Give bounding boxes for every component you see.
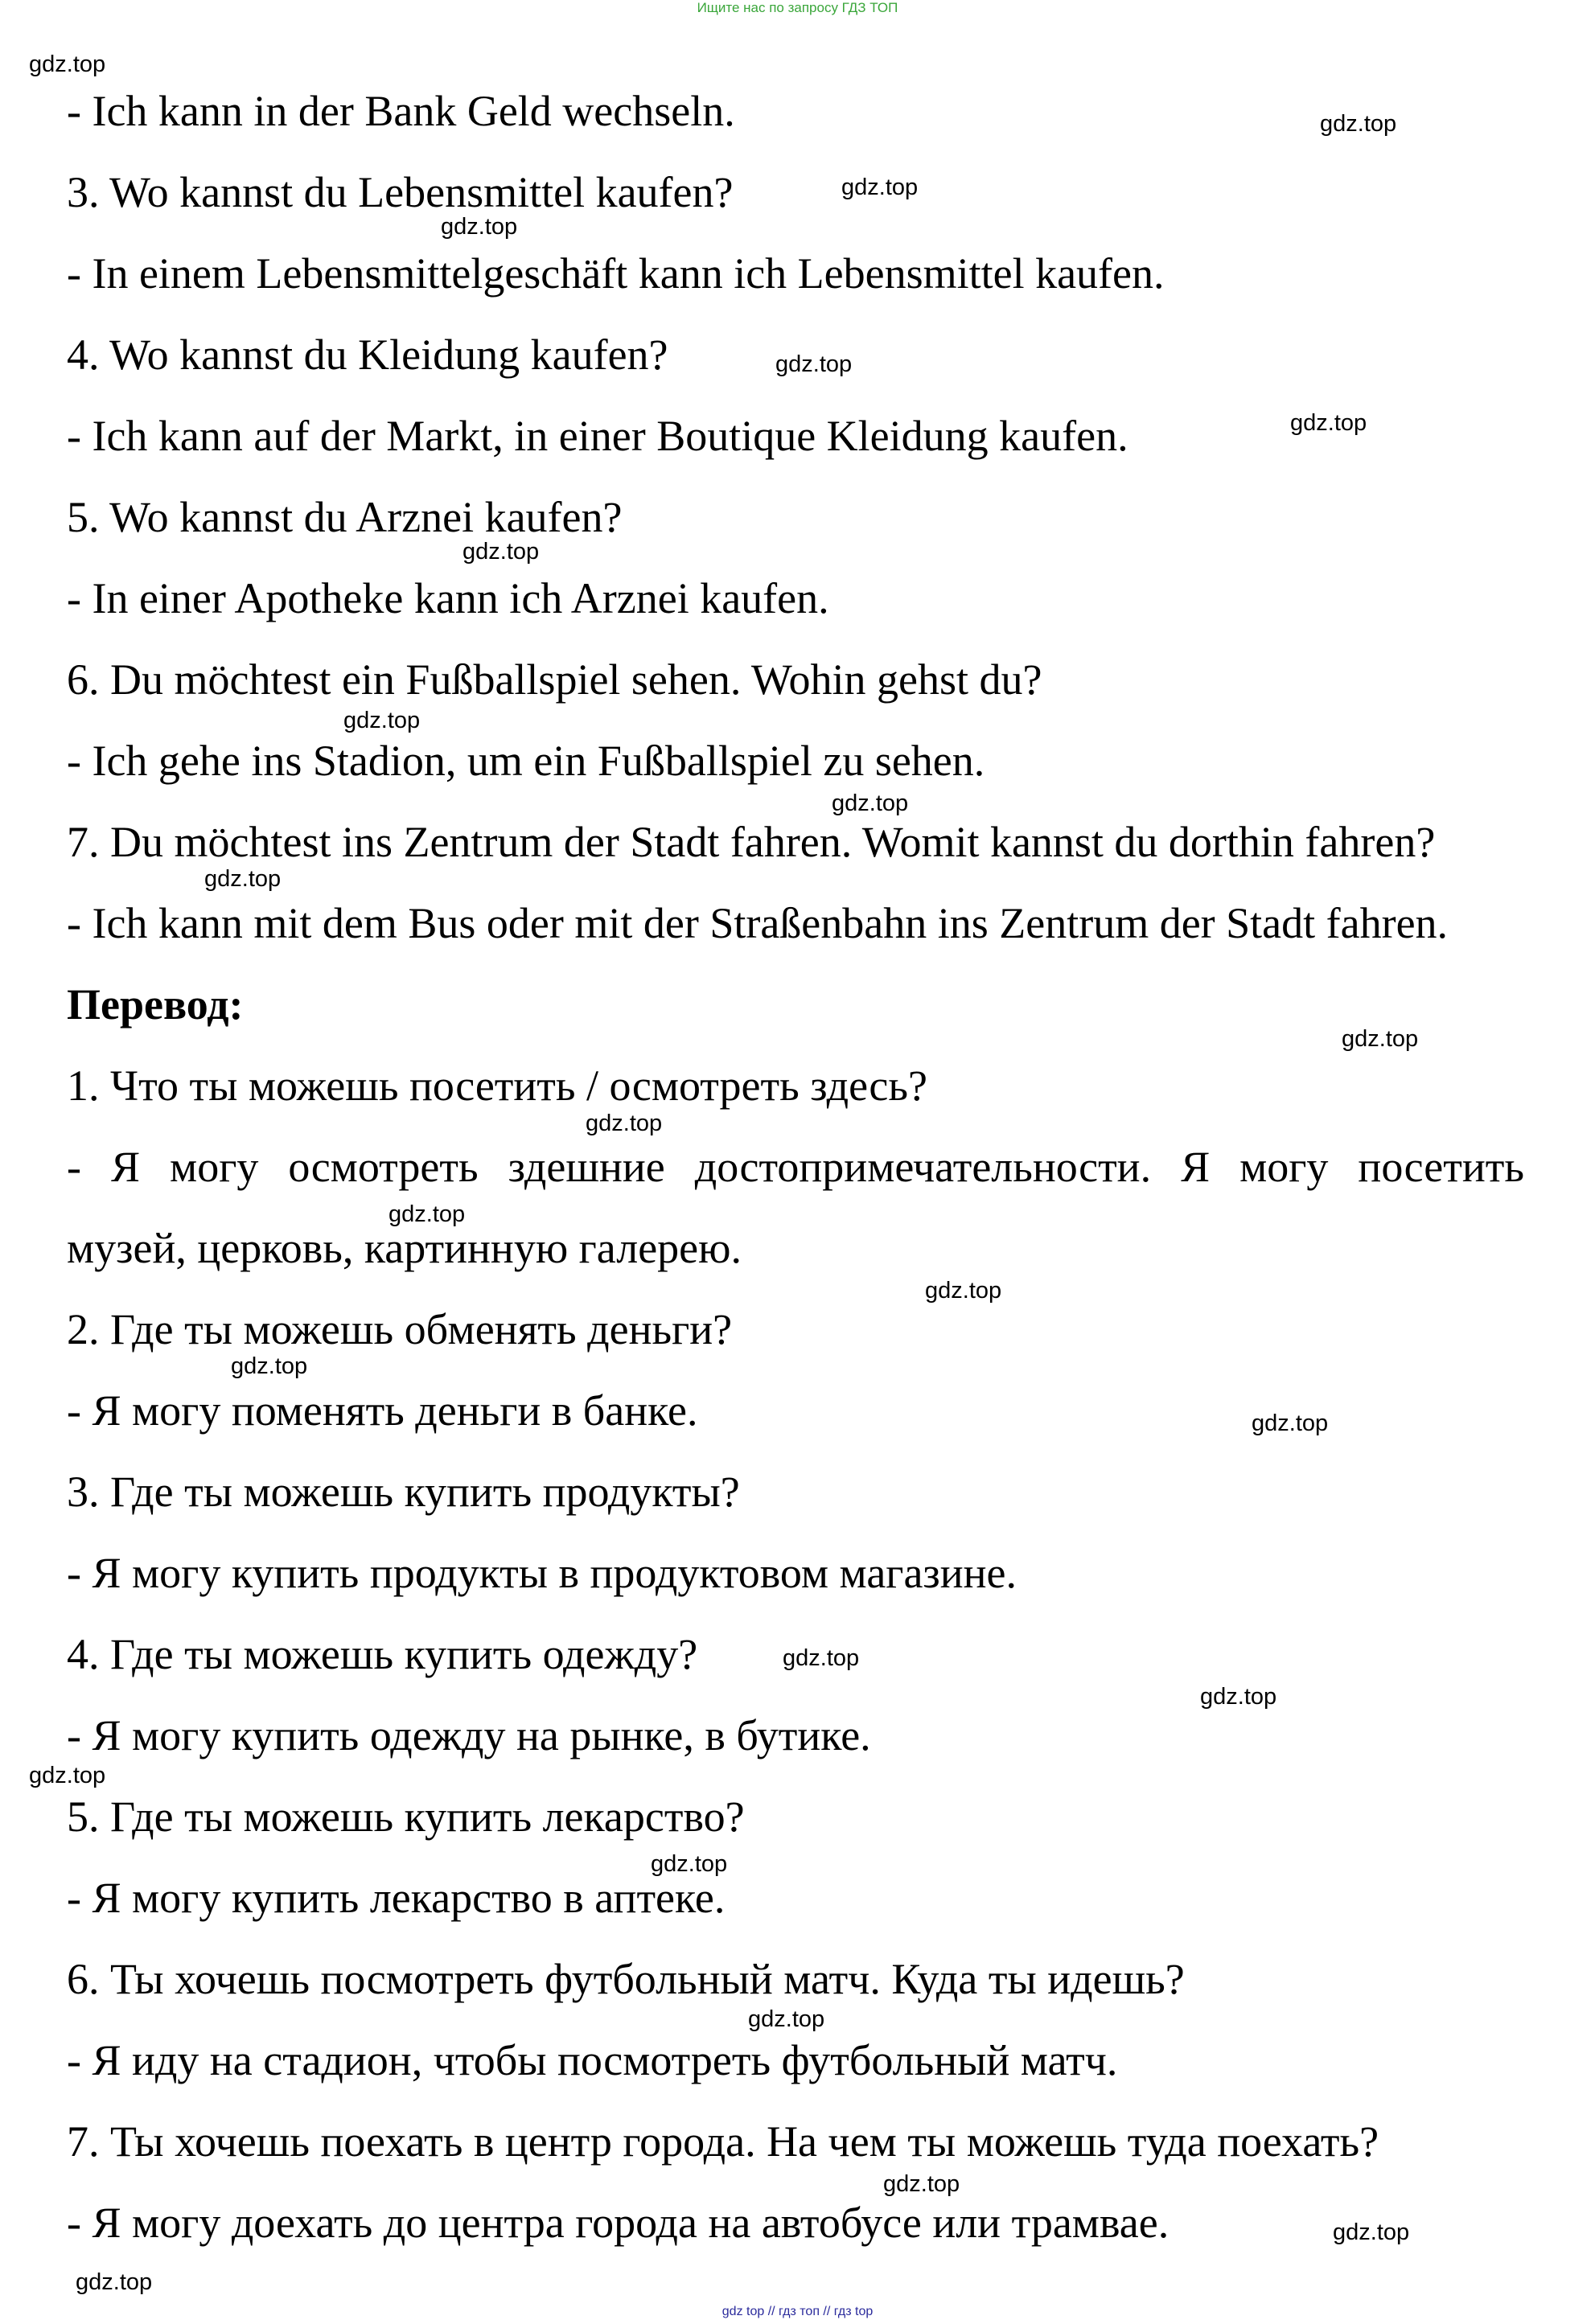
watermark: gdz.top [343,708,421,733]
text-line: 4. Wo kannst du Kleidung kaufen? [67,331,668,379]
watermark: gdz.top [586,1111,663,1136]
watermark: gdz.top [388,1201,466,1227]
watermark: gdz.top [775,351,853,377]
text-line: - Ich kann mit dem Bus oder mit der Straßenbahn ins Zentrum der Stadt fahren. [67,899,1449,947]
watermark: gdz.top [1342,1026,1419,1052]
watermark: gdz.top [1333,2219,1410,2245]
text-line: - Я могу купить лекарство в аптеке. [67,1874,726,1922]
text-line: - Ich kann auf der Markt, in einer Boutique Kleidung kaufen. [67,412,1128,460]
text-line: 6. Ты хочешь посмотреть футбольный матч. Куда ты идешь? [67,1955,1185,2003]
text-line: 6. Du möchtest ein Fußballspiel sehen. Wohin gehst du? [67,655,1042,704]
text-line: - Я могу купить одежду на рынке, в бутике. [67,1711,871,1759]
watermark: gdz.top [841,175,919,200]
watermark: gdz.top [1252,1410,1329,1436]
text-line: 4. Где ты можешь купить одежду? [67,1630,698,1678]
text-line: 7. Du möchtest ins Zentrum der Stadt fahren. Womit kannst du dorthin fahren? [67,818,1436,866]
text-line: - Я иду на стадион, чтобы посмотреть футбольный матч. [67,2036,1118,2084]
section-heading: Перевод: [67,980,244,1029]
text-line: 7. Ты хочешь поехать в центр города. На чем ты можешь туда поехать? [67,2117,1379,2166]
watermark: gdz.top [231,1353,308,1379]
watermark: gdz.top [783,1645,860,1671]
text-line: - In einem Lebensmittelgeschäft kann ich Lebensmittel kaufen. [67,249,1165,298]
watermark: gdz.top [832,790,909,816]
watermark: gdz.top [883,2171,960,2197]
text-line: 3. Где ты можешь купить продукты? [67,1468,740,1516]
watermark: gdz.top [76,2269,153,2295]
watermark: gdz.top [29,51,106,77]
text-line: - Я могу купить продукты в продуктовом магазине. [67,1549,1017,1597]
watermark: gdz.top [204,866,282,892]
footer-banner: gdz top // гдз топ // гдз top [721,2305,874,2318]
watermark: gdz.top [1200,1684,1277,1710]
text-line: - Я могу осмотреть здешние достопримечательности. Я могу посетить [67,1143,1524,1191]
text-line: - In einer Apotheke kann ich Arznei kaufen. [67,574,829,622]
watermark: gdz.top [1320,111,1397,137]
watermark: gdz.top [651,1851,728,1877]
watermark: gdz.top [925,1278,1002,1304]
watermark: gdz.top [1290,410,1367,436]
text-line: 1. Что ты можешь посетить / осмотреть здесь? [67,1061,927,1110]
text-line: - Я могу поменять деньги в банке. [67,1386,698,1435]
text-line: 5. Где ты можешь купить лекарство? [67,1792,745,1841]
text-line: - Я могу доехать до центра города на автобусе или трамвае. [67,2199,1170,2247]
watermark: gdz.top [462,539,540,565]
text-line: 3. Wo kannst du Lebensmittel kaufen? [67,168,734,216]
text-line: музей, церковь, картинную галерею. [67,1224,742,1272]
watermark: gdz.top [748,2006,825,2032]
text-line: 5. Wo kannst du Arznei kaufen? [67,493,623,541]
header-banner: Ищите нас по запросу ГДЗ ТОП [697,0,898,15]
watermark: gdz.top [29,1763,106,1788]
text-line: - Ich gehe ins Stadion, um ein Fußballspiel zu sehen. [67,737,985,785]
text-line: 2. Где ты можешь обменять деньги? [67,1305,733,1353]
watermark: gdz.top [441,214,518,240]
text-line: - Ich kann in der Bank Geld wechseln. [67,87,735,135]
